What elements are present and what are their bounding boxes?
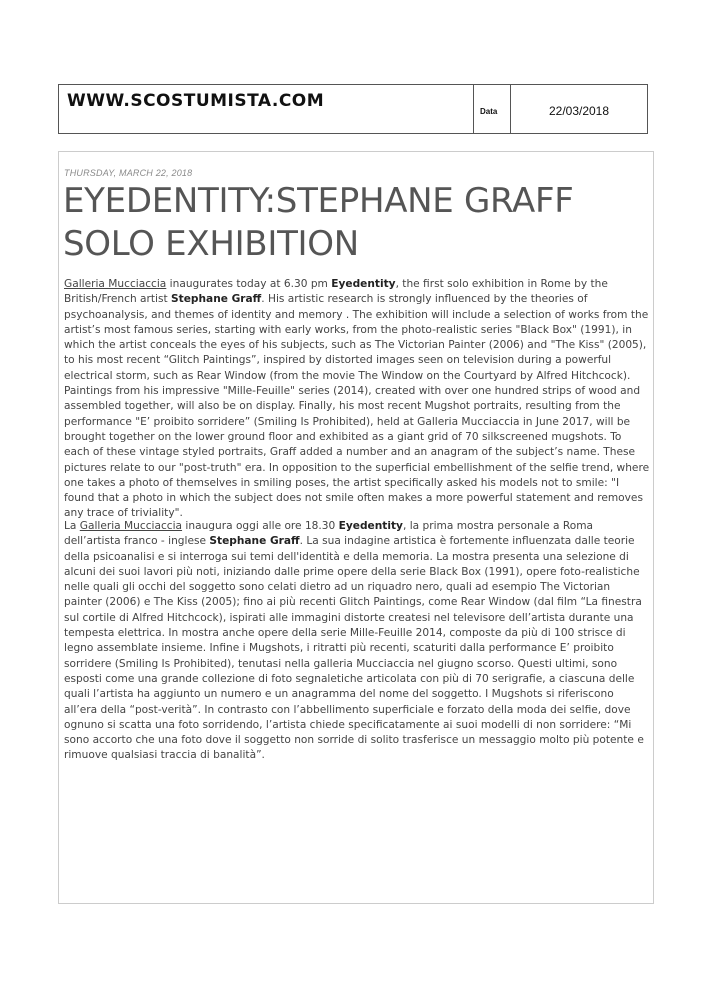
paragraph-italian (64, 519, 650, 764)
bold-artist: Stephane Graff (171, 293, 262, 306)
paragraph-text: inaugurates today at 6.30 pm (166, 278, 332, 290)
header-date: 22/03/2018 (548, 104, 610, 118)
paragraph-text: . His artistic research is strongly influenced by the theories of psychoanalysis, and themes of identity and memory . The exhibition will include a selection of works from the artist’s most famous series, starting with early works, from the photo-realistic series "Black Box" (1991), in which the artist conceals the eyes of his subjects, such as The Victorian Painter (2006) and "The Kiss" (2005), to his most recent “Glitch Paintings”, inspired by distorted images seen on television during a powerful electrical storm, such as Rear Window (from the movie The Window on the Courtyard by Alfred Hitchcock). Paintings from his impressive "Mille-Feuille" series (2014), created with over one hundred strips of wood and assembled together, will also be on display. Finally, his most recent Mugshot portraits, resulting from the performance "E’ proibito sorridere” (Smiling Is Prohibited), held at Galleria Mucciaccia in June 2017, will be brought together on the lower ground floor and exhibited as a giant grid of 70 silkscreened mugshots. To each of these vintage styled portraits, Graff added a number and an anagram of the subject’s name. These pictures relate to our "post-truth" era. In opposition to the superficial embellishment of the selfie trend, where one takes a photo of themselves in smiling poses, the artist specifically asked his models not to smile: "I found that a photo in which the subject does not smile often makes a more powerful statement and removes any trace of triviality". (64, 293, 650, 520)
paragraph-text: , the first solo exhibition in Rome by the British/French artist (64, 278, 608, 306)
article-title: EYEDENTITY:STEPHANE GRAFF SOLO EXHIBITION (63, 181, 574, 264)
header-box (58, 84, 648, 134)
data-cell (473, 85, 511, 133)
article-dateline: THURSDAY, MARCH 22, 2018 (64, 168, 193, 178)
paragraph-english (64, 277, 650, 522)
paragraph-text: La (64, 520, 80, 532)
data-label: Data (480, 107, 498, 116)
site-name: WWW.SCOSTUMISTA.COM (67, 91, 325, 111)
bold-title: Eyedentity (338, 520, 403, 532)
paragraph-text: inaugura oggi alle ore 18.30 (182, 520, 339, 532)
article-box (58, 151, 654, 904)
paragraph-text: , la prima mostra personale a Roma dell’artista franco - inglese (64, 520, 594, 548)
paragraph-text: . La sua indagine artistica è fortemente influenzata dalle teorie della psicoanalisi e si interroga sui temi dell'identità e della memoria. La mostra presenta una selezione di alcuni dei suoi lavori più noti, iniziando dalle prime opere della serie Black Box (1991), opere foto-realistiche nelle quali gli occhi del soggetto sono celati dietro ad un riquadro nero, quali ad esempio The Victorian painter (2006) e The Kiss (2005); fino ai più recenti Glitch Paintings, come Rear Window (dal film “La finestra sul cortile di Alfred Hitchcock), ispirati alle immagini distorte createsi nel televisore dell’artista durante una tempesta elettrica. In mostra anche opere della serie Mille-Feuille 2014, composte da più di 100 strisce di legno assemblate insieme. Infine i Mugshots, i ritratti più recenti, scaturiti dalla performance E’ proibito sorridere (Smiling Is Prohibited), tenutasi nella galleria Mucciaccia nel giugno scorso. Questi ultimi, sono esposti come una grande collezione di foto segnaletiche articolata con più di 70 serigrafie, a ciascuna delle quali l’artista ha aggiunto un numero e un anagramma del nome del soggetto. I Mugshots si riferiscono all’era della “post-verità”. In contrasto con l’abbellimento superficiale e forzato della moda dei selfie, dove ognuno si scatta una foto sorridendo, l’artista chiede specificatamente ai suoi modelli di non sorridere: “Mi sono accorto che una foto dove il soggetto non sorride di solito trasferisce un messaggio molto più potente e rimuove qualsiasi traccia di banalità”. (64, 535, 644, 762)
gallery-link[interactable]: Galleria Mucciaccia (79, 520, 183, 532)
gallery-link[interactable]: Galleria Mucciaccia (64, 278, 167, 290)
bold-artist: Stephane Graff (209, 535, 300, 548)
bold-title: Eyedentity (331, 278, 396, 290)
